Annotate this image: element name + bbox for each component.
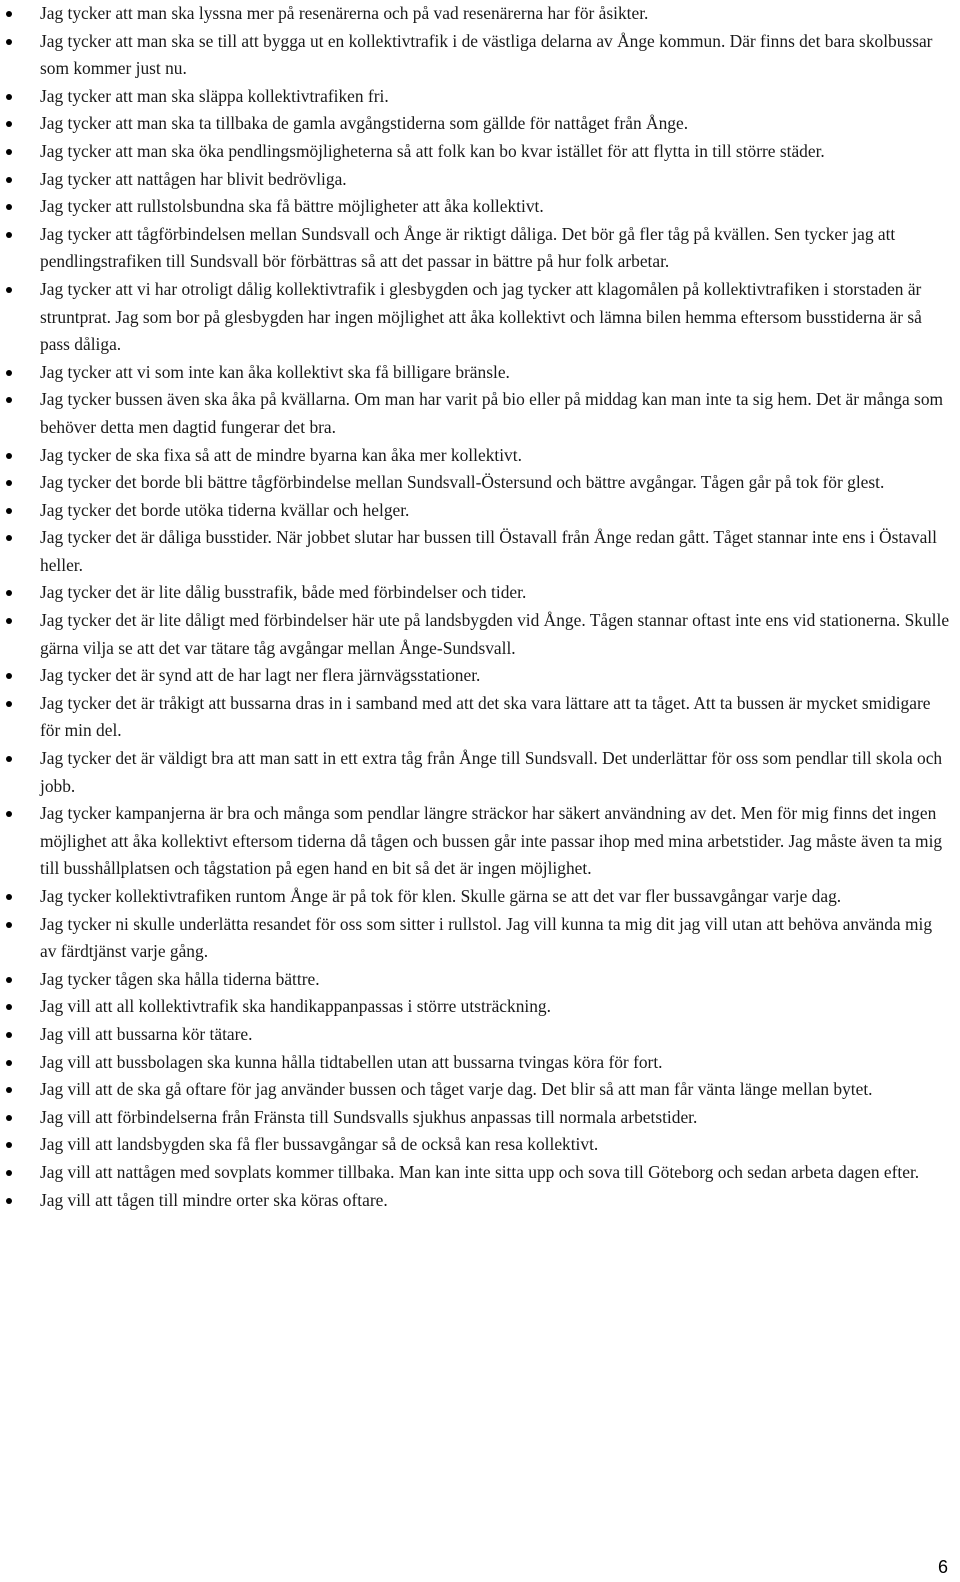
list-item-text: Jag tycker ni skulle underlätta resandet för oss som sitter i rullstol. Jag vill kunna ta mig dit jag vill utan att behöva använda mig av färdtjänst varje gång. bbox=[40, 913, 933, 962]
bullet-icon bbox=[6, 1115, 12, 1121]
list-item-text: Jag tycker det är lite dåligt med förbindelser här ute på landsbygden vid Ånge. Tågen stannar oftast inte ens vid stationerna. Skulle gärna vilja se att det var tätare tåg avgångar mellan Ånge-Sundsvall. bbox=[40, 610, 950, 658]
list-item bbox=[0, 110, 960, 138]
bullet-icon bbox=[6, 1087, 12, 1093]
bullet-icon bbox=[6, 232, 12, 238]
list-item-text: Jag vill att bussarna kör tätare. bbox=[40, 1023, 253, 1044]
list-item bbox=[0, 138, 960, 166]
bullet-icon bbox=[6, 894, 12, 900]
list-item bbox=[0, 662, 960, 690]
bullet-icon bbox=[6, 397, 12, 403]
list-item bbox=[0, 966, 960, 994]
list-item-text: Jag tycker att man ska öka pendlingsmöjligheterna så att folk kan bo kvar istället för att flytta in till större städer. bbox=[40, 140, 825, 161]
list-item-text: Jag tycker det borde bli bättre tågförbindelse mellan Sundsvall-Östersund och bättre avgångar. Tågen går på tok för glest. bbox=[40, 472, 885, 493]
list-item bbox=[0, 1076, 960, 1104]
bullet-icon bbox=[6, 177, 12, 183]
list-item-text: Jag tycker att nattågen har blivit bedrövliga. bbox=[40, 168, 347, 189]
bullet-icon bbox=[6, 453, 12, 459]
bullet-icon bbox=[6, 204, 12, 210]
list-item bbox=[0, 359, 960, 387]
list-item-text: Jag vill att de ska gå oftare för jag använder bussen och tåget varje dag. Det blir så att man får vänta länge mellan bytet. bbox=[40, 1079, 873, 1100]
list-item bbox=[0, 690, 960, 745]
list-item bbox=[0, 524, 960, 579]
list-item bbox=[0, 276, 960, 359]
list-item-text: Jag vill att förbindelserna från Fränsta till Sundsvalls sjukhus anpassas till normala arbetstider. bbox=[40, 1106, 698, 1127]
list-item-text: Jag vill att tågen till mindre orter ska köras oftare. bbox=[40, 1189, 388, 1210]
bullet-icon bbox=[6, 535, 12, 541]
list-item-text: Jag tycker det är dåliga busstider. När jobbet slutar har bussen till Östavall från Ånge redan gått. Tåget stannar inte ens i Östavall heller. bbox=[40, 527, 937, 575]
bullet-icon bbox=[6, 94, 12, 100]
bullet-icon bbox=[6, 1060, 12, 1066]
bullet-icon bbox=[6, 922, 12, 928]
list-item bbox=[0, 28, 960, 83]
list-item bbox=[0, 579, 960, 607]
list-item-text: Jag tycker att man ska lyssna mer på resenärerna och på vad resenärerna har för åsikter. bbox=[40, 3, 649, 23]
list-item bbox=[0, 193, 960, 221]
bullet-icon bbox=[6, 756, 12, 762]
bullet-icon bbox=[6, 11, 12, 17]
list-item bbox=[0, 607, 960, 662]
list-item-text: Jag tycker det är väldigt bra att man satt in ett extra tåg från Ånge till Sundsvall. Det underlättar för oss som pendlar till skola och jobb. bbox=[40, 748, 943, 796]
list-item bbox=[0, 1104, 960, 1132]
bullet-icon bbox=[6, 977, 12, 983]
list-item bbox=[0, 166, 960, 194]
list-item bbox=[0, 386, 960, 441]
list-item-text: Jag tycker bussen även ska åka på kvällarna. Om man har varit på bio eller på middag kan man inte ta sig hem. Det är många som behöver detta men dagtid fungerar det bra. bbox=[40, 389, 944, 437]
list-item-text: Jag tycker det är synd att de har lagt ner flera järnvägsstationer. bbox=[40, 665, 481, 686]
bullet-icon bbox=[6, 370, 12, 376]
list-item bbox=[0, 911, 960, 966]
list-item-text: Jag tycker de ska fixa så att de mindre byarna kan åka mer kollektivt. bbox=[40, 444, 522, 465]
list-item bbox=[0, 442, 960, 470]
list-item bbox=[0, 993, 960, 1021]
list-item bbox=[0, 1159, 960, 1187]
list-item-text: Jag tycker det borde utöka tiderna kvällar och helger. bbox=[40, 499, 410, 520]
list-item-text: Jag vill att landsbygden ska få fler bussavgångar så de också kan resa kollektivt. bbox=[40, 1134, 599, 1155]
list-item-text: Jag tycker att vi som inte kan åka kollektivt ska få billigare bränsle. bbox=[40, 361, 510, 382]
list-item bbox=[0, 1131, 960, 1159]
bullet-icon bbox=[6, 1032, 12, 1038]
list-item bbox=[0, 745, 960, 800]
list-item-text: Jag tycker att man ska se till att bygga ut en kollektivtrafik i de västliga delarna av Ånge kommun. Där finns det bara skolbussar som kommer just nu. bbox=[40, 30, 933, 79]
list-item-text: Jag tycker det är tråkigt att bussarna dras in i samband med att det ska vara lättare att ta tåget. Att ta bussen är mycket smidigare för min del. bbox=[40, 692, 931, 741]
list-item-text: Jag tycker att man ska släppa kollektivtrafiken fri. bbox=[40, 85, 389, 106]
bullet-icon bbox=[6, 39, 12, 45]
bullet-icon bbox=[6, 508, 12, 514]
list-item bbox=[0, 221, 960, 276]
list-item-text: Jag tycker det är lite dålig busstrafik, både med förbindelser och tider. bbox=[40, 582, 527, 603]
list-item bbox=[0, 469, 960, 497]
list-item bbox=[0, 800, 960, 883]
bullet-icon bbox=[6, 480, 12, 486]
bullet-icon bbox=[6, 618, 12, 624]
list-item-text: Jag tycker tågen ska hålla tiderna bättre. bbox=[40, 968, 320, 989]
list-item-text: Jag tycker kampanjerna är bra och många som pendlar längre sträckor har säkert användning av det. Men för mig finns det ingen möjlighet att åka kollektivt eftersom tiderna då tågen och bussen går inte passar ihop med mina arbetstider. Jag måste även ta mig till busshållplatsen och tågstation på egen hand en bit så det är ingen möjlighet. bbox=[40, 803, 943, 879]
bullet-icon bbox=[6, 1004, 12, 1010]
bullet-icon bbox=[6, 590, 12, 596]
list-item-text: Jag vill att bussbolagen ska kunna hålla tidtabellen utan att bussarna tvingas köra för fort. bbox=[40, 1051, 663, 1072]
list-item bbox=[0, 497, 960, 525]
bullet-icon bbox=[6, 1198, 12, 1204]
list-item-text: Jag tycker att vi har otroligt dålig kollektivtrafik i glesbygden och jag tycker att klagomålen på kollektivtrafiken i storstaden är struntprat. Jag som bor på glesbygden har ingen möjlighet att åka kollektivt och lämna bilen hemma eftersom busstiderna är så pass dåliga. bbox=[40, 278, 922, 355]
bullet-icon bbox=[6, 701, 12, 707]
page-number: 6 bbox=[938, 1557, 949, 1577]
bullet-icon bbox=[6, 1170, 12, 1176]
list-item-text: Jag tycker att tågförbindelsen mellan Sundsvall och Ånge är riktigt dåliga. Det bör gå fler tåg på kvällen. Sen tycker jag att pendlingstrafiken till Sundsvall bör förbättras så att det passar in bättre på hur folk arbetar. bbox=[40, 223, 896, 272]
list-item-text: Jag tycker kollektivtrafiken runtom Ånge är på tok för klen. Skulle gärna se att det var fler bussavgångar varje dag. bbox=[40, 886, 842, 906]
list-item bbox=[0, 1021, 960, 1049]
list-item-text: Jag tycker att rullstolsbundna ska få bättre möjligheter att åka kollektivt. bbox=[40, 196, 544, 217]
list-item-text: Jag vill att nattågen med sovplats kommer tillbaka. Man kan inte sitta upp och sova till Göteborg och sedan arbeta dagen efter. bbox=[40, 1161, 920, 1182]
list-item bbox=[0, 1049, 960, 1077]
list-item bbox=[0, 83, 960, 111]
list-item bbox=[0, 883, 960, 911]
list-item-text: Jag vill att all kollektivtrafik ska handikappanpassas i större utsträckning. bbox=[40, 996, 551, 1017]
bullet-icon bbox=[6, 811, 12, 817]
list-item-text: Jag tycker att man ska ta tillbaka de gamla avgångstiderna som gällde för nattåget från Ånge. bbox=[40, 113, 689, 134]
bullet-icon bbox=[6, 287, 12, 293]
bullet-icon bbox=[6, 121, 12, 127]
bullet-icon bbox=[6, 149, 12, 155]
bullet-icon bbox=[6, 673, 12, 679]
list-item bbox=[0, 0, 960, 28]
list-item bbox=[0, 1187, 960, 1215]
bullet-icon bbox=[6, 1142, 12, 1148]
